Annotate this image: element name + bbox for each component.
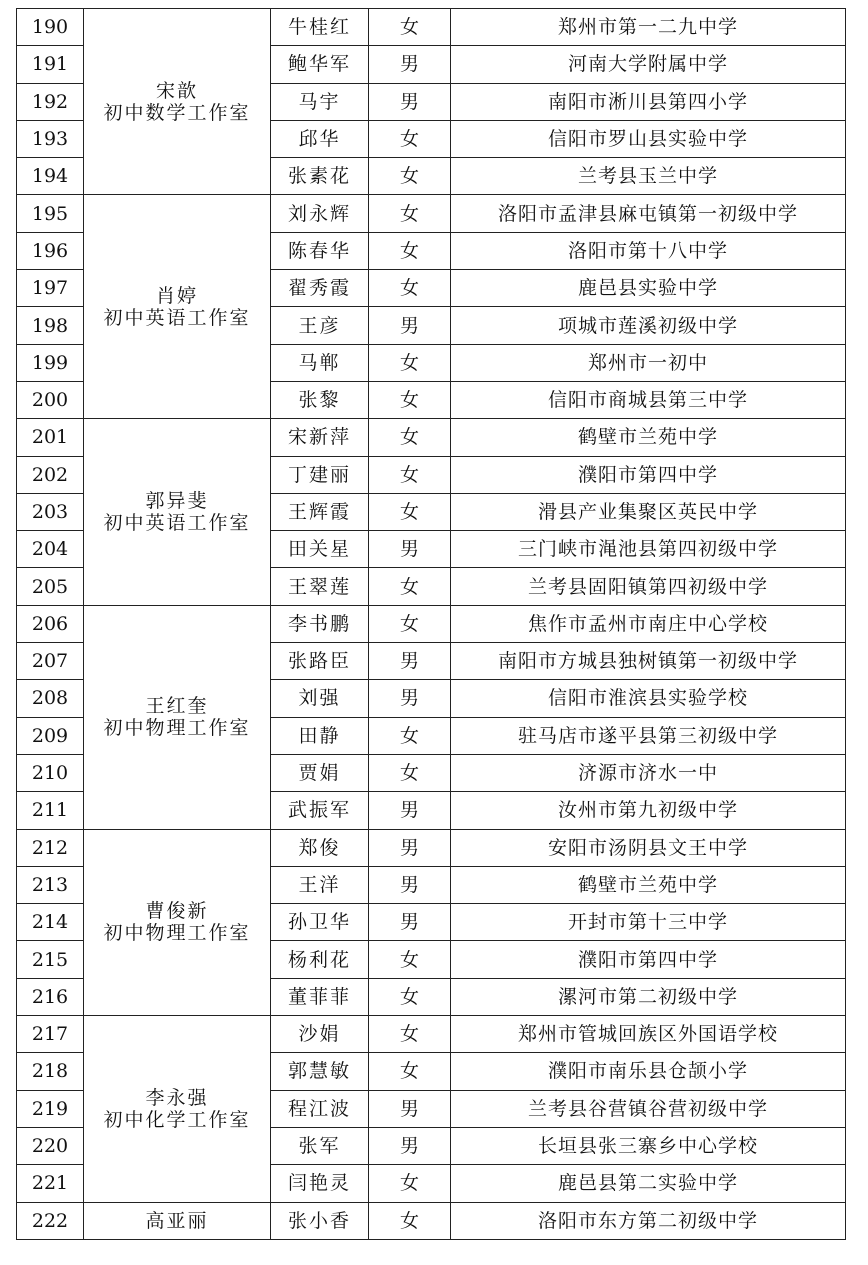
- member-school: 信阳市淮滨县实验学校: [451, 680, 846, 717]
- member-gender: 女: [369, 1053, 451, 1090]
- member-gender: 女: [369, 9, 451, 46]
- member-name: 刘永辉: [271, 195, 369, 232]
- row-number: 199: [17, 344, 84, 381]
- member-name: 贾娟: [271, 754, 369, 791]
- row-number: 218: [17, 1053, 84, 1090]
- member-school: 项城市莲溪初级中学: [451, 307, 846, 344]
- member-school: 郑州市第一二九中学: [451, 9, 846, 46]
- member-school: 鹿邑县实验中学: [451, 270, 846, 307]
- row-number: 213: [17, 866, 84, 903]
- member-gender: 女: [369, 717, 451, 754]
- row-number: 221: [17, 1165, 84, 1202]
- member-school: 濮阳市第四中学: [451, 941, 846, 978]
- member-gender: 男: [369, 46, 451, 83]
- row-number: 198: [17, 307, 84, 344]
- member-school: 鹿邑县第二实验中学: [451, 1165, 846, 1202]
- row-number: 193: [17, 120, 84, 157]
- member-gender: 男: [369, 792, 451, 829]
- member-name: 武振军: [271, 792, 369, 829]
- member-name: 牛桂红: [271, 9, 369, 46]
- member-name: 张素花: [271, 158, 369, 195]
- member-name: 郭慧敏: [271, 1053, 369, 1090]
- member-gender: 男: [369, 1127, 451, 1164]
- member-gender: 女: [369, 270, 451, 307]
- studio-name: 初中化学工作室: [103, 1108, 251, 1131]
- studio-name: 初中数学工作室: [103, 101, 251, 124]
- member-school: 漯河市第二初级中学: [451, 978, 846, 1015]
- row-number: 197: [17, 270, 84, 307]
- member-name: 孙卫华: [271, 904, 369, 941]
- row-number: 214: [17, 904, 84, 941]
- member-gender: 男: [369, 829, 451, 866]
- member-name: 沙娟: [271, 1016, 369, 1053]
- row-number: 190: [17, 9, 84, 46]
- row-number: 215: [17, 941, 84, 978]
- member-school: 焦作市孟州市南庄中心学校: [451, 605, 846, 642]
- row-number: 216: [17, 978, 84, 1015]
- member-name: 鲍华军: [271, 46, 369, 83]
- member-gender: 女: [369, 1202, 451, 1239]
- member-school: 安阳市汤阴县文王中学: [451, 829, 846, 866]
- table-row: [17, 195, 846, 232]
- row-number: 212: [17, 829, 84, 866]
- studio-cell: [84, 1016, 271, 1202]
- row-number: 208: [17, 680, 84, 717]
- table-row: [17, 605, 846, 642]
- member-name: 王洋: [271, 866, 369, 903]
- member-school: 兰考县玉兰中学: [451, 158, 846, 195]
- row-number: 203: [17, 493, 84, 530]
- member-school: 驻马店市遂平县第三初级中学: [451, 717, 846, 754]
- member-name: 张小香: [271, 1202, 369, 1239]
- member-name: 邱华: [271, 120, 369, 157]
- member-school: 鹤壁市兰苑中学: [451, 866, 846, 903]
- member-name: 王彦: [271, 307, 369, 344]
- member-name: 张路臣: [271, 643, 369, 680]
- member-school: 洛阳市孟津县麻屯镇第一初级中学: [451, 195, 846, 232]
- member-gender: 女: [369, 493, 451, 530]
- row-number: 209: [17, 717, 84, 754]
- row-number: 207: [17, 643, 84, 680]
- row-number: 210: [17, 754, 84, 791]
- member-name: 杨利花: [271, 941, 369, 978]
- studio-leader: 高亚丽: [145, 1209, 209, 1232]
- table-row: [17, 829, 846, 866]
- member-name: 丁建丽: [271, 456, 369, 493]
- member-school: 滑县产业集聚区英民中学: [451, 493, 846, 530]
- member-gender: 女: [369, 195, 451, 232]
- row-number: 200: [17, 381, 84, 418]
- studio-cell: [84, 9, 271, 195]
- studio-name: 初中物理工作室: [103, 922, 251, 945]
- studio-leader: 曹俊新: [145, 900, 209, 923]
- member-school: 三门峡市渑池县第四初级中学: [451, 531, 846, 568]
- studio-cell: [84, 195, 271, 419]
- member-name: 王辉霞: [271, 493, 369, 530]
- member-gender: 女: [369, 344, 451, 381]
- row-number: 217: [17, 1016, 84, 1053]
- row-number: 201: [17, 419, 84, 456]
- member-name: 程江波: [271, 1090, 369, 1127]
- member-gender: 女: [369, 1165, 451, 1202]
- table-row: [17, 9, 846, 46]
- member-name: 翟秀霞: [271, 270, 369, 307]
- studio-leader: 王红奎: [145, 695, 209, 718]
- member-gender: 女: [369, 120, 451, 157]
- studio-name: 初中英语工作室: [103, 512, 251, 534]
- member-school: 信阳市商城县第三中学: [451, 381, 846, 418]
- member-gender: 女: [369, 456, 451, 493]
- member-school: 兰考县谷营镇谷营初级中学: [451, 1090, 846, 1127]
- studio-leader: 李永强: [145, 1086, 209, 1109]
- member-gender: 女: [369, 568, 451, 605]
- member-school: 开封市第十三中学: [451, 904, 846, 941]
- roster-table: [16, 8, 846, 1240]
- member-name: 郑俊: [271, 829, 369, 866]
- member-school: 南阳市淅川县第四小学: [451, 83, 846, 120]
- member-name: 张黎: [271, 381, 369, 418]
- member-name: 王翠莲: [271, 568, 369, 605]
- member-gender: 女: [369, 605, 451, 642]
- row-number: 202: [17, 456, 84, 493]
- member-name: 马宇: [271, 83, 369, 120]
- row-number: 220: [17, 1127, 84, 1164]
- row-number: 211: [17, 792, 84, 829]
- member-gender: 女: [369, 158, 451, 195]
- row-number: 204: [17, 531, 84, 568]
- studio-cell: [84, 1202, 271, 1239]
- member-school: 洛阳市第十八中学: [451, 232, 846, 269]
- member-gender: 男: [369, 531, 451, 568]
- row-number: 195: [17, 195, 84, 232]
- table-row: [17, 1016, 846, 1053]
- member-gender: 男: [369, 680, 451, 717]
- member-name: 李书鹏: [271, 605, 369, 642]
- member-school: 鹤壁市兰苑中学: [451, 419, 846, 456]
- member-school: 南阳市方城县独树镇第一初级中学: [451, 643, 846, 680]
- row-number: 194: [17, 158, 84, 195]
- member-name: 董菲菲: [271, 978, 369, 1015]
- member-school: 洛阳市东方第二初级中学: [451, 1202, 846, 1239]
- member-name: 马郸: [271, 344, 369, 381]
- studio-cell: [84, 605, 271, 829]
- member-gender: 男: [369, 307, 451, 344]
- member-gender: 男: [369, 643, 451, 680]
- studio-leader: 宋歆: [155, 79, 198, 102]
- member-gender: 男: [369, 1090, 451, 1127]
- member-name: 陈春华: [271, 232, 369, 269]
- member-gender: 男: [369, 866, 451, 903]
- member-gender: 女: [369, 941, 451, 978]
- member-school: 兰考县固阳镇第四初级中学: [451, 568, 846, 605]
- row-number: 191: [17, 46, 84, 83]
- member-name: 田关星: [271, 531, 369, 568]
- member-school: 郑州市一初中: [451, 344, 846, 381]
- member-name: 闫艳灵: [271, 1165, 369, 1202]
- member-gender: 女: [369, 754, 451, 791]
- member-gender: 女: [369, 381, 451, 418]
- member-gender: 女: [369, 419, 451, 456]
- member-school: 河南大学附属中学: [451, 46, 846, 83]
- row-number: 196: [17, 232, 84, 269]
- member-gender: 男: [369, 83, 451, 120]
- member-name: 宋新萍: [271, 419, 369, 456]
- row-number: 205: [17, 568, 84, 605]
- member-school: 濮阳市南乐县仓颉小学: [451, 1053, 846, 1090]
- row-number: 192: [17, 83, 84, 120]
- member-gender: 男: [369, 904, 451, 941]
- roster-body: [17, 9, 846, 1240]
- studio-name: 初中物理工作室: [103, 717, 251, 740]
- studio-leader: 肖婷: [155, 284, 198, 307]
- member-school: 信阳市罗山县实验中学: [451, 120, 846, 157]
- table-row: [17, 419, 846, 456]
- table-row: [17, 1202, 846, 1239]
- row-number: 219: [17, 1090, 84, 1127]
- member-school: 长垣县张三寨乡中心学校: [451, 1127, 846, 1164]
- member-school: 郑州市管城回族区外国语学校: [451, 1016, 846, 1053]
- member-name: 田静: [271, 717, 369, 754]
- studio-name: 初中英语工作室: [103, 306, 251, 329]
- member-gender: 女: [369, 232, 451, 269]
- studio-cell: [84, 419, 271, 605]
- row-number: 222: [17, 1202, 84, 1239]
- member-school: 汝州市第九初级中学: [451, 792, 846, 829]
- studio-cell: [84, 829, 271, 1015]
- member-school: 濮阳市第四中学: [451, 456, 846, 493]
- member-name: 刘强: [271, 680, 369, 717]
- member-name: 张军: [271, 1127, 369, 1164]
- row-number: 206: [17, 605, 84, 642]
- member-school: 济源市济水一中: [451, 754, 846, 791]
- studio-leader: 郭异斐: [145, 490, 209, 512]
- member-gender: 女: [369, 978, 451, 1015]
- member-gender: 女: [369, 1016, 451, 1053]
